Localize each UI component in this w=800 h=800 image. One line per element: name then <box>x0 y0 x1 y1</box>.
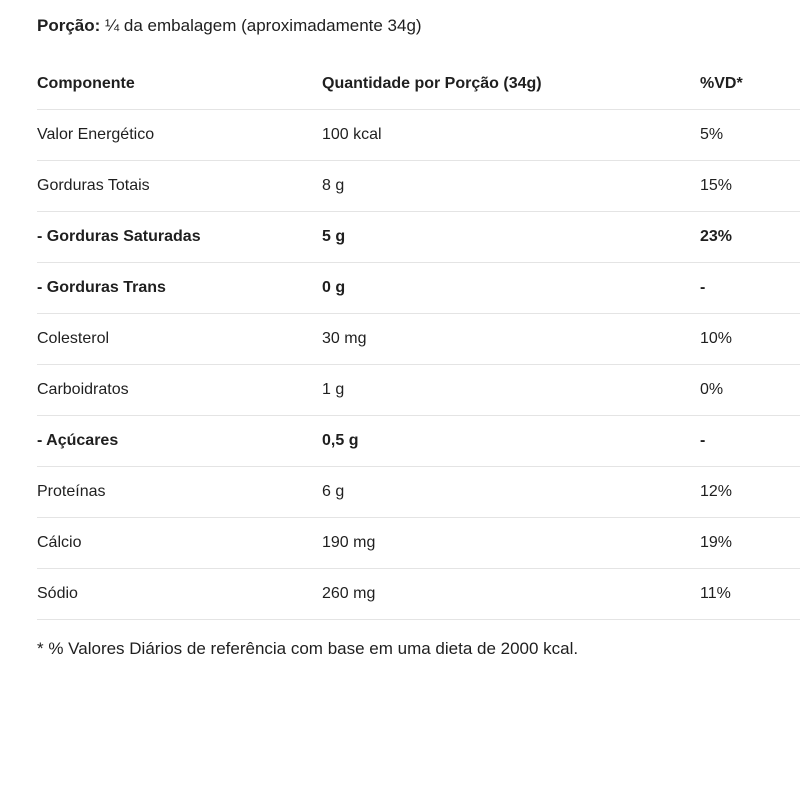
component-cell: - Gorduras Saturadas <box>37 212 322 263</box>
footnote: * % Valores Diários de referência com base em uma dieta de 2000 kcal. <box>37 639 579 658</box>
nutrition-table <box>37 59 800 620</box>
table-row <box>37 467 800 518</box>
header-amount: Quantidade por Porção (34g) <box>322 59 700 110</box>
amount-cell: 0 g <box>322 263 700 314</box>
daily-value-cell: 10% <box>700 314 800 365</box>
table-body <box>37 110 800 620</box>
amount-cell: 8 g <box>322 161 700 212</box>
amount-cell: 1 g <box>322 365 700 416</box>
component-cell: Sódio <box>37 569 322 620</box>
amount-cell: 0,5 g <box>322 416 700 467</box>
daily-value-cell: - <box>700 416 800 467</box>
portion-label: Porção: <box>37 16 101 35</box>
header-daily-value: %VD* <box>700 59 800 110</box>
table-row <box>37 263 800 314</box>
component-cell: Cálcio <box>37 518 322 569</box>
header-component: Componente <box>37 59 322 110</box>
table-row <box>37 569 800 620</box>
component-cell: - Gorduras Trans <box>37 263 322 314</box>
daily-value-cell: 19% <box>700 518 800 569</box>
amount-cell: 5 g <box>322 212 700 263</box>
daily-value-cell: - <box>700 263 800 314</box>
daily-value-cell: 11% <box>700 569 800 620</box>
table-row <box>37 518 800 569</box>
daily-value-cell: 5% <box>700 110 800 161</box>
component-cell: Proteínas <box>37 467 322 518</box>
table-row <box>37 365 800 416</box>
component-cell: Valor Energético <box>37 110 322 161</box>
nutrition-table-container <box>37 59 800 620</box>
amount-cell: 260 mg <box>322 569 700 620</box>
component-cell: Gorduras Totais <box>37 161 322 212</box>
portion-value: ¼ da embalagem (aproximadamente 34g) <box>100 16 422 35</box>
table-row <box>37 110 800 161</box>
table-header-row <box>37 59 800 110</box>
component-cell: Colesterol <box>37 314 322 365</box>
amount-cell: 100 kcal <box>322 110 700 161</box>
component-cell: Carboidratos <box>37 365 322 416</box>
component-cell: - Açúcares <box>37 416 322 467</box>
table-row <box>37 314 800 365</box>
table-row <box>37 416 800 467</box>
table-row <box>37 212 800 263</box>
portion-line <box>37 14 422 38</box>
daily-value-cell: 12% <box>700 467 800 518</box>
daily-value-cell: 23% <box>700 212 800 263</box>
amount-cell: 30 mg <box>322 314 700 365</box>
amount-cell: 6 g <box>322 467 700 518</box>
amount-cell: 190 mg <box>322 518 700 569</box>
daily-value-cell: 15% <box>700 161 800 212</box>
table-row <box>37 161 800 212</box>
daily-value-cell: 0% <box>700 365 800 416</box>
